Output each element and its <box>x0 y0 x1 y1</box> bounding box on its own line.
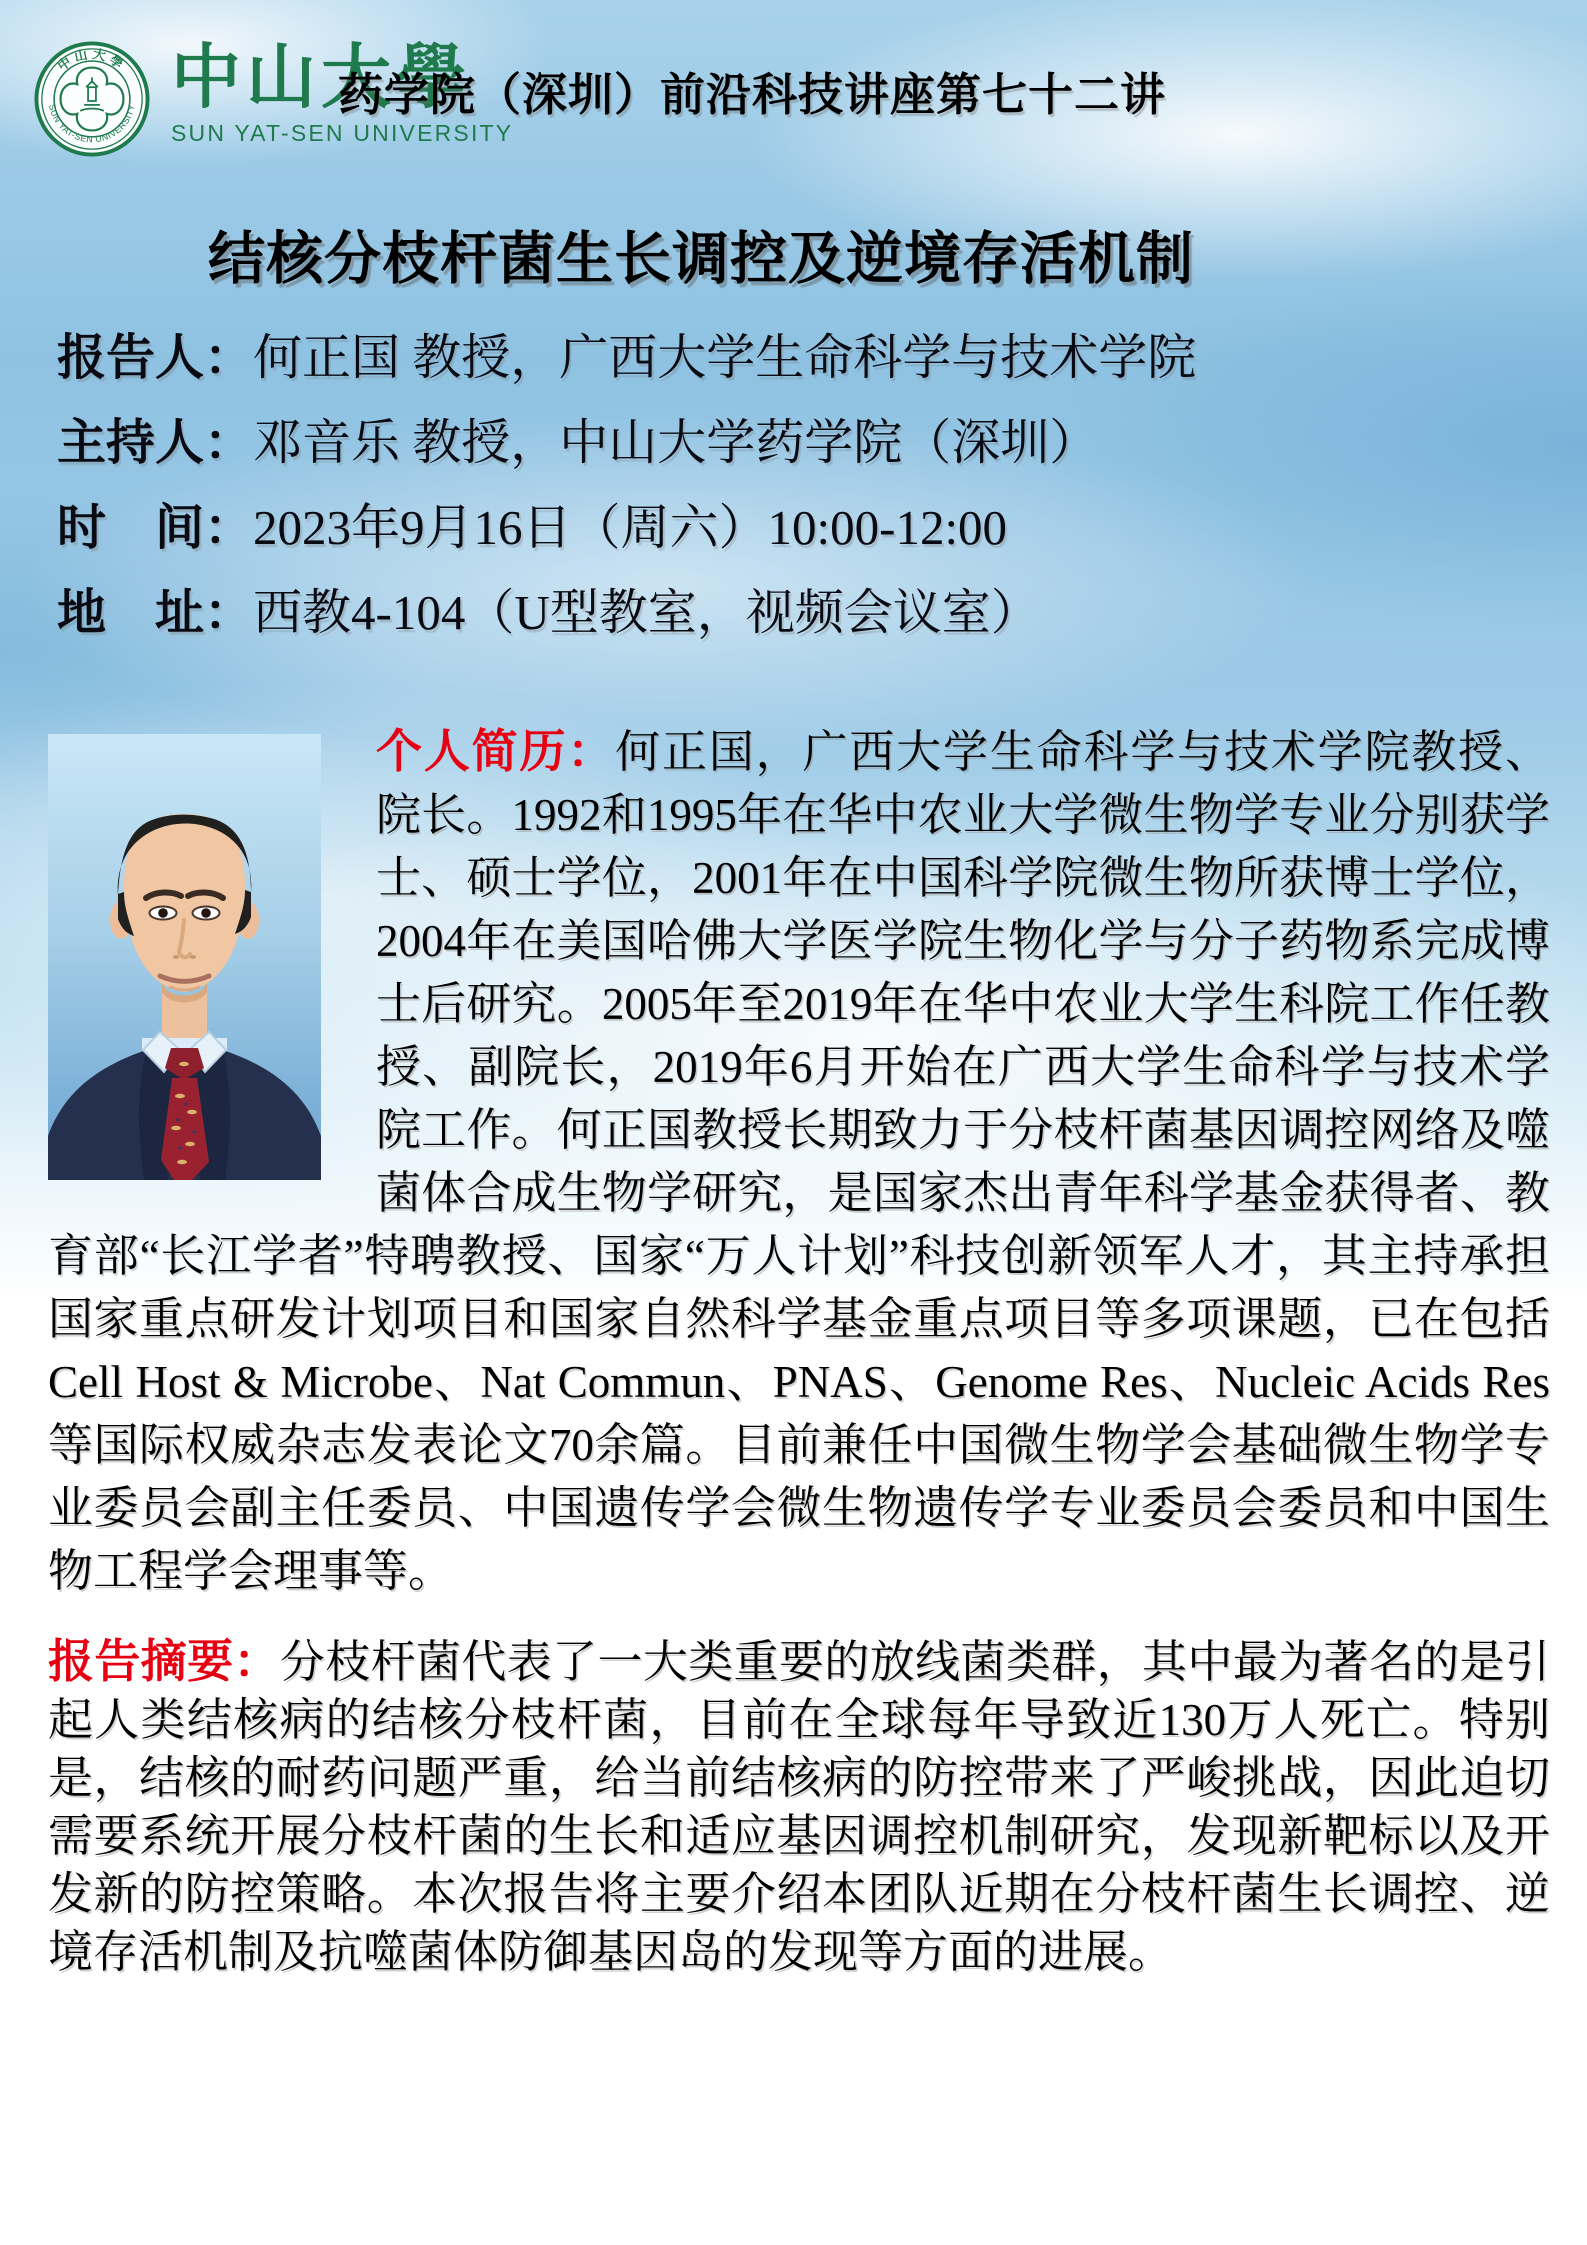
speaker-label: 报告人： <box>57 330 254 385</box>
university-name-en: SUN YAT-SEN UNIVERSITY <box>171 120 514 146</box>
info-row-time <box>57 500 1547 556</box>
info-list <box>57 330 1547 670</box>
venue-value: 西教4-104（U型教室，视频会议室） <box>253 585 1040 640</box>
university-name-cn: 中山大學 <box>171 40 471 117</box>
speaker-value: 何正国 教授，广西大学生命科学与技术学院 <box>253 330 1197 385</box>
info-row-speaker <box>57 330 1547 386</box>
abstract-paragraph <box>48 1632 1550 1981</box>
host-label: 主持人： <box>57 415 254 470</box>
host-value: 邓音乐 教授，中山大学药学院（深圳） <box>253 415 1099 470</box>
bio-section <box>48 720 1550 1603</box>
venue-label: 地 址： <box>57 585 254 640</box>
seal-cn-text: 中山大學 <box>55 47 129 74</box>
time-label: 时 间： <box>57 500 254 555</box>
university-seal-logo <box>33 40 151 158</box>
time-value: 2023年9月16日（周六）10:00-12:00 <box>253 500 1008 555</box>
info-row-host <box>57 415 1547 471</box>
bio-text: 何正国，广西大学生命科学与技术学院教授、院长。1992和1995年在华中农业大学微生物学专业分别获学士、硕士学位，2001年在中国科学院微生物所获博士学位，2004年在美国哈佛大学医学院生物化学与分子药物系完成博士后研究。2005年至2019年在华中农业大学生科院工作任教授、副院长，2019年6月开始在广西大学生命科学与技术学院工作。何正国教授长期致力于分枝杆菌基因调控网络及噬菌体合成生物学研究，是国家杰出青年科学基金获得者、教育部“长江学者”特聘教授、国家“万人计划”科技创新领军人才，其主持承担国家重点研发计划项目和国家自然科学基金重点项目等多项课题，已在包括Cell Host & Microbe、Nat Commun、PNAS、Genome Res、Nucleic Acids Res等国际权威杂志发表论文70余篇。目前兼任中国微生物学会基础微生物学专业委员会副主任委员、中国遗传学会微生物遗传学专业委员会委员和中国生物工程学会理事等。 <box>48 727 1550 1596</box>
lecture-title: 结核分枝杆菌生长调控及逆境存活机制 <box>208 227 1194 291</box>
speaker-photo <box>48 734 321 1180</box>
seal-en-text: SUN YAT-SEN UNIVERSITY <box>47 103 137 145</box>
abstract-label: 报告摘要： <box>48 1635 280 1687</box>
lecture-series-title: 药学院（深圳）前沿科技讲座第七十二讲 <box>338 70 1167 120</box>
abstract-section <box>48 1632 1550 1981</box>
bio-label: 个人简历： <box>376 725 616 777</box>
abstract-text: 分枝杆菌代表了一大类重要的放线菌类群，其中最为著名的是引起人类结核病的结核分枝杆菌，目前在全球每年导致近130万人死亡。特别是，结核的耐药问题严重，给当前结核病的防控带来了严峻挑战，因此迫切需要系统开展分枝杆菌的生长和适应基因调控机制研究，发现新靶标以及开发新的防控策略。本次报告将主要介绍本团队近期在分枝杆菌生长调控、逆境存活机制及抗噬菌体防御基因岛的发现等方面的进展。 <box>48 1637 1550 1977</box>
info-row-venue <box>57 585 1547 641</box>
